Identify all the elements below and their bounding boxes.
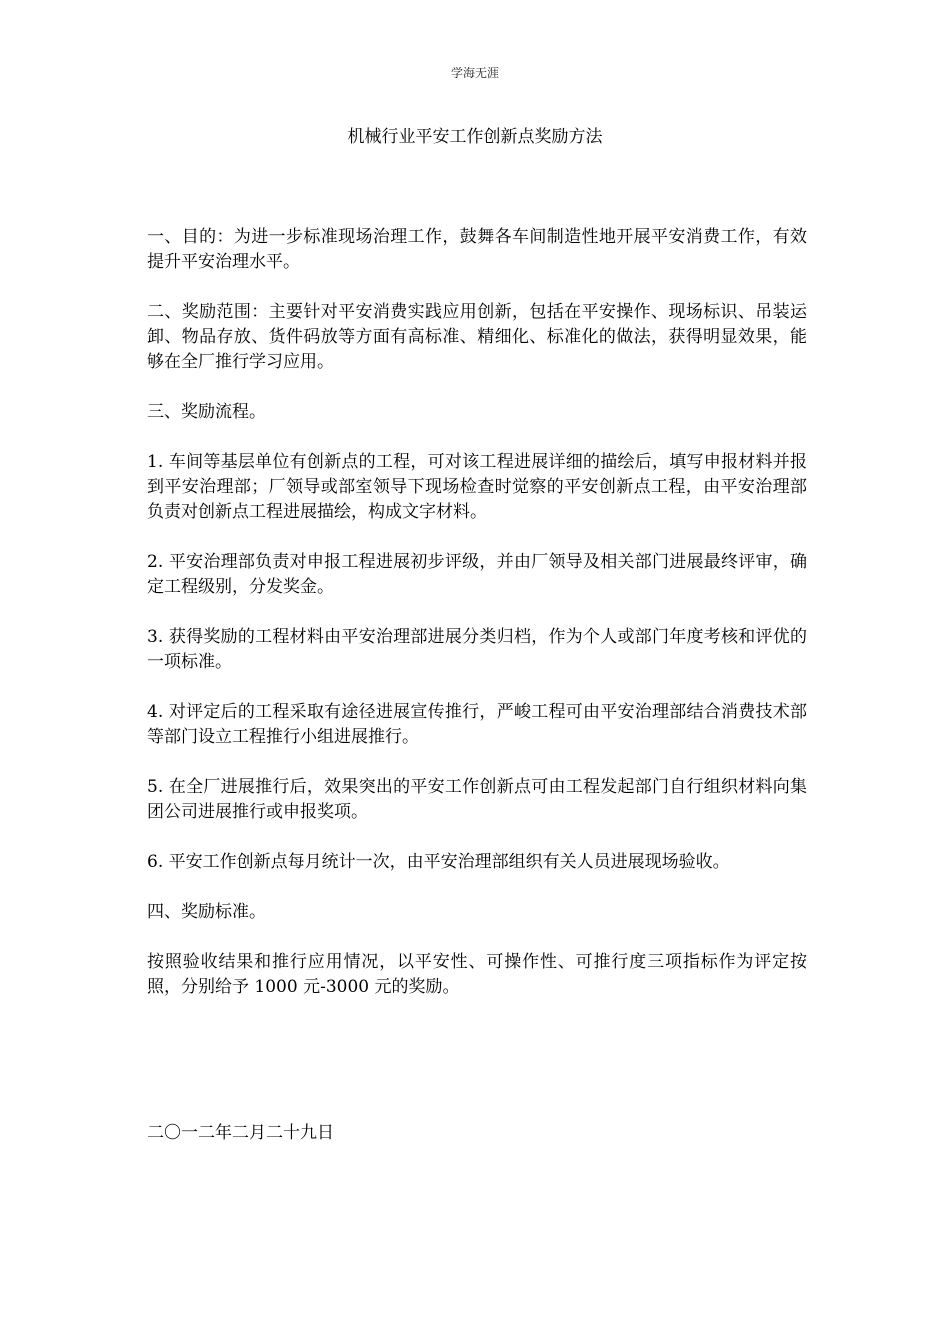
page-header: 学海无涯	[450, 66, 499, 80]
document-body	[147, 225, 807, 1025]
paragraph-process-5: 5. 在全厂进展推行后，效果突出的平安工作创新点可由工程发起部门自行组织材料向集团公司进展推行或申报奖项。	[147, 777, 807, 822]
paragraph-standard-heading: 四、奖励标准。	[147, 902, 266, 922]
paragraph-process-2: 2. 平安治理部负责对申报工程进展初步评级，并由厂领导及相关部门进展最终评审，确定工程级别，分发奖金。	[147, 552, 807, 597]
paragraph-purpose: 一、目的：为进一步标准现场治理工作，鼓舞各车间制造性地开展平安消费工作，有效提升平安治理水平。	[147, 227, 807, 272]
paragraph-process-heading: 三、奖励流程。	[147, 402, 266, 422]
paragraph-process-1: 1. 车间等基层单位有创新点的工程，可对该工程进展详细的描绘后，填写申报材料并报到平安治理部；厂领导或部室领导下现场检查时觉察的平安创新点工程，由平安治理部负责对创新点工程进展描绘，构成文字材料。	[147, 452, 807, 522]
paragraph-process-6: 6. 平安工作创新点每月统计一次，由平安治理部组织有关人员进展现场验收。	[147, 852, 730, 872]
paragraph-process-4: 4. 对评定后的工程采取有途径进展宣传推行，严峻工程可由平安治理部结合消费技术部等部门设立工程推行小组进展推行。	[147, 702, 807, 747]
paragraph-process-3: 3. 获得奖励的工程材料由平安治理部进展分类归档，作为个人或部门年度考核和评优的一项标准。	[147, 627, 807, 672]
document-date: 二〇一二年二月二十九日	[147, 1123, 334, 1143]
paragraph-scope: 二、奖励范围：主要针对平安消费实践应用创新，包括在平安操作、现场标识、吊装运卸、物品存放、货件码放等方面有高标准、精细化、标准化的做法，获得明显效果，能够在全厂推行学习应用。	[147, 302, 807, 372]
paragraph-standard: 按照验收结果和推行应用情况，以平安性、可操作性、可推行度三项指标作为评定按照，分别给予 1000 元-3000 元的奖励。	[147, 952, 807, 997]
document-title: 机械行业平安工作创新点奖励方法	[347, 127, 603, 147]
